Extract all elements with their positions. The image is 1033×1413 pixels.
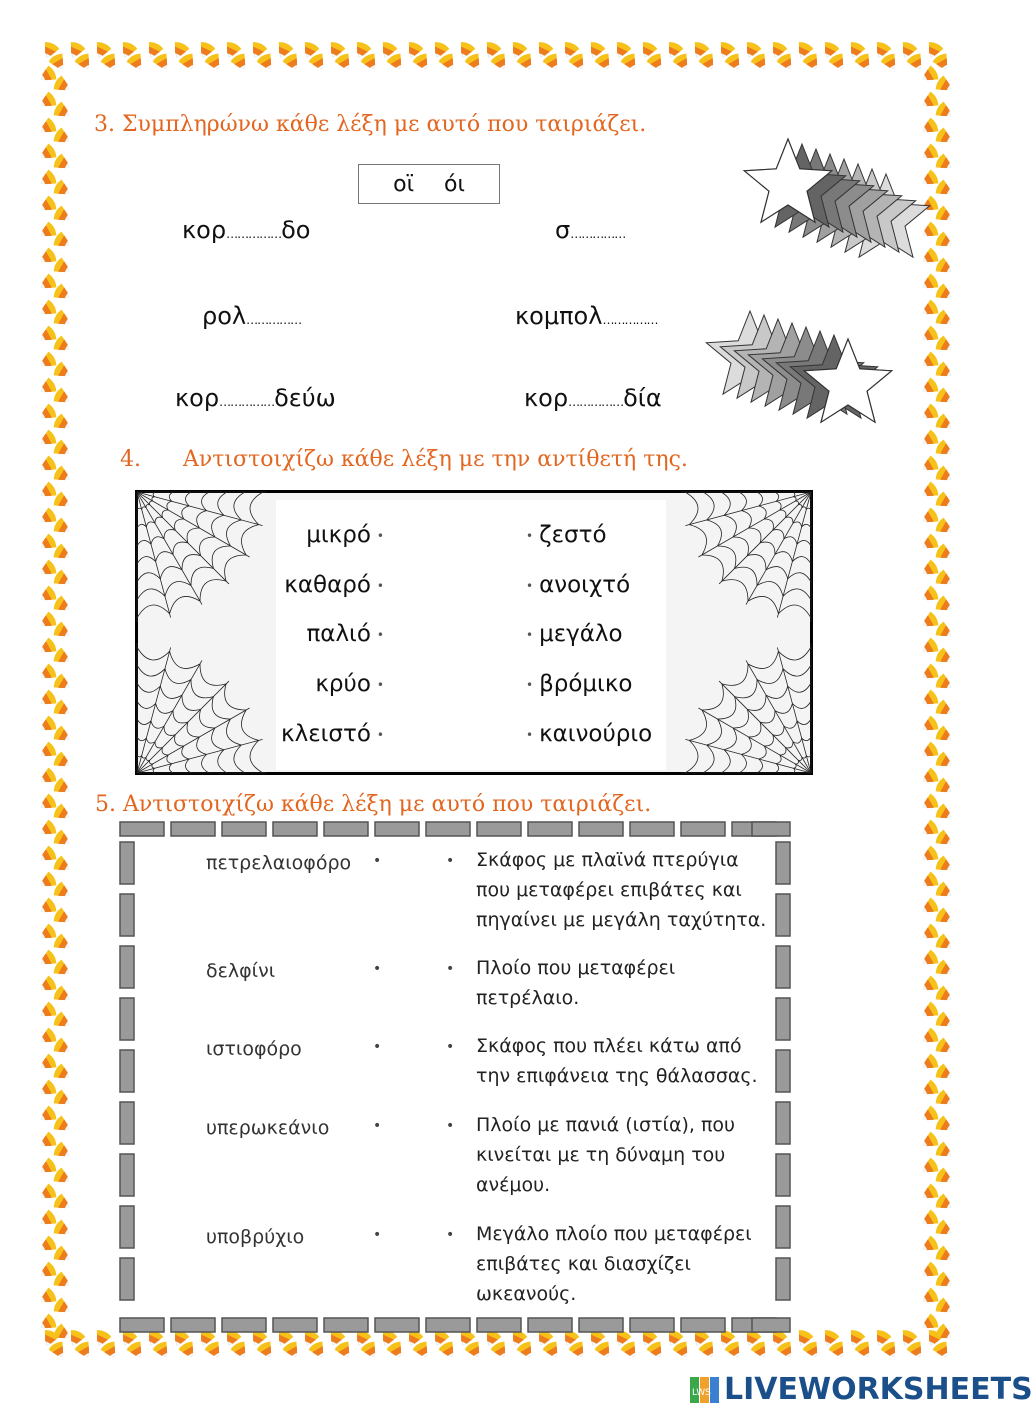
candy-corn-icon	[919, 143, 940, 164]
candy-corn-icon	[919, 325, 940, 346]
candy-corn-icon	[37, 429, 58, 450]
match-left-dot-2[interactable]: •	[373, 961, 382, 977]
brick-icon	[120, 1318, 164, 1332]
brick-icon	[776, 842, 790, 884]
fill-word-6[interactable]: κορ……………δία	[524, 384, 662, 412]
brick-icon	[776, 998, 790, 1040]
candy-corn-icon	[37, 741, 58, 762]
candy-corn-icon	[37, 871, 58, 892]
syllable-option-1: οϊ	[393, 171, 414, 197]
candy-corn-icon	[919, 169, 940, 190]
candy-corn-icon	[37, 949, 58, 970]
candy-corn-icon	[919, 481, 940, 502]
candy-corn-icon	[919, 299, 940, 320]
candy-corn-icon	[37, 585, 58, 606]
match-right-dot-2[interactable]: •	[446, 961, 455, 977]
candy-corn-icon	[919, 767, 940, 788]
opposite-right-5[interactable]: • καινούριο	[526, 721, 653, 747]
candy-corn-icon	[37, 1001, 58, 1022]
candy-corn-icon	[37, 1053, 58, 1074]
candy-corn-icon	[37, 403, 58, 424]
candy-corn-icon	[919, 689, 940, 710]
spider-web-icon	[681, 492, 811, 622]
opposite-right-4[interactable]: • βρόμικο	[526, 671, 633, 697]
exercise4-number: 4.	[120, 447, 141, 472]
candy-corn-icon	[919, 65, 940, 86]
candy-corn-icon	[919, 1287, 940, 1308]
candy-corn-icon	[37, 247, 58, 268]
candy-corn-icon	[919, 897, 940, 918]
match-left-dot-5[interactable]: •	[373, 1227, 382, 1243]
candy-corn-icon	[919, 975, 940, 996]
opposite-left-2[interactable]: καθαρό •	[284, 572, 384, 598]
brick-icon	[375, 1318, 419, 1332]
candy-corn-icon	[37, 1287, 58, 1308]
brick-icon	[426, 1318, 470, 1332]
syllable-option-2: όι	[444, 171, 465, 197]
syllable-options-box	[358, 164, 500, 204]
brick-icon	[120, 1206, 134, 1248]
candy-corn-icon	[37, 533, 58, 554]
stacked-stars-bottom-icon	[718, 330, 918, 440]
spider-web-icon	[137, 643, 267, 773]
brick-icon	[579, 1318, 623, 1332]
brick-icon	[120, 1050, 134, 1092]
liveworksheets-logo-icon	[690, 1377, 720, 1403]
brick-icon	[528, 1318, 572, 1332]
logo-mark-text: LWS	[692, 1387, 711, 1398]
candy-corn-icon	[37, 1027, 58, 1048]
match-right-dot-5[interactable]: •	[446, 1227, 455, 1243]
candy-corn-icon	[37, 819, 58, 840]
candy-corn-icon	[37, 507, 58, 528]
candy-corn-icon	[919, 351, 940, 372]
candy-corn-icon	[919, 533, 940, 554]
match-word-4[interactable]: υπερωκεάνιο	[206, 1117, 330, 1139]
spider-web-icon	[681, 643, 811, 773]
candy-corn-icon	[919, 1079, 940, 1100]
candy-corn-icon	[37, 767, 58, 788]
candy-corn-icon	[37, 689, 58, 710]
logo-text: LIVEWORKSHEETS	[724, 1372, 1033, 1407]
brick-icon	[120, 822, 164, 836]
match-definition-1[interactable]: Σκάφος με πλαϊνά πτερύγια που μεταφέρει επιβάτες και πηγαίνει με μεγάλη ταχύτητα.	[476, 849, 767, 931]
brick-icon	[477, 1318, 521, 1332]
candy-corn-icon	[919, 1001, 940, 1022]
brick-icon	[120, 894, 134, 936]
opposite-left-3[interactable]: παλιό •	[306, 621, 384, 647]
candy-corn-icon	[37, 351, 58, 372]
brick-icon	[171, 822, 215, 836]
brick-icon	[477, 822, 521, 836]
match-right-dot-4[interactable]: •	[446, 1118, 455, 1134]
candy-corn-icon	[37, 897, 58, 918]
candy-corn-icon	[37, 975, 58, 996]
opposite-left-1[interactable]: μικρό •	[306, 522, 384, 548]
candy-corn-icon	[37, 1209, 58, 1230]
brick-icon	[324, 1318, 368, 1332]
brick-icon	[776, 1050, 790, 1092]
candy-corn-icon	[37, 637, 58, 658]
candy-corn-icon	[919, 1157, 940, 1178]
brick-icon	[120, 842, 134, 884]
candy-corn-icon	[37, 923, 58, 944]
brick-icon	[579, 822, 623, 836]
candy-corn-icon	[919, 1261, 940, 1282]
candy-corn-icon	[919, 273, 940, 294]
candy-corn-icon	[919, 585, 940, 606]
match-left-dot-4[interactable]: •	[373, 1118, 382, 1134]
candy-corn-icon	[919, 1027, 940, 1048]
candy-corn-icon	[37, 1261, 58, 1282]
candy-corn-icon	[37, 559, 58, 580]
brick-icon	[630, 1318, 674, 1332]
brick-icon	[222, 822, 266, 836]
candy-corn-icon	[919, 1053, 940, 1074]
brick-icon	[273, 822, 317, 836]
brick-icon	[222, 1318, 266, 1332]
exercise3-heading: 3. Συμπληρώνω κάθε λέξη με αυτό που ταιριάζει.	[94, 112, 647, 137]
match-definition-2[interactable]: Πλοίο που μεταφέρει πετρέλαιο.	[476, 957, 676, 1009]
match-left-dot-3[interactable]: •	[373, 1039, 382, 1055]
candy-corn-icon	[919, 91, 940, 112]
opposite-right-2[interactable]: • ανοιχτό	[526, 572, 631, 598]
match-word-5[interactable]: υποβρύχιο	[206, 1226, 305, 1248]
candy-corn-icon	[919, 559, 940, 580]
candy-corn-icon	[919, 819, 940, 840]
brick-icon	[776, 1102, 790, 1144]
candy-corn-icon	[37, 91, 58, 112]
candy-corn-icon	[37, 221, 58, 242]
candy-corn-icon	[37, 845, 58, 866]
brick-icon	[375, 822, 419, 836]
match-left-dot-1[interactable]: •	[373, 853, 382, 869]
match-definition-3[interactable]: Σκάφος που πλέει κάτω από την επιφάνεια της θάλασσας.	[476, 1035, 758, 1087]
candy-corn-icon	[37, 1131, 58, 1152]
candy-corn-icon	[919, 845, 940, 866]
candy-corn-icon	[37, 377, 58, 398]
liveworksheets-logo	[690, 1372, 1033, 1407]
brick-icon	[426, 822, 470, 836]
exercise5-heading: 5. Αντιστοιχίζω κάθε λέξη με αυτό που ταιριάζει.	[95, 792, 652, 817]
candy-corn-icon	[37, 325, 58, 346]
fill-word-4[interactable]: κομπολ……………	[515, 302, 658, 330]
brick-icon	[776, 1206, 790, 1248]
brick-icon	[776, 894, 790, 936]
candy-corn-icon	[37, 793, 58, 814]
candy-corn-icon	[37, 715, 58, 736]
candy-corn-icon	[37, 65, 58, 86]
candy-corn-icon	[37, 273, 58, 294]
candy-corn-icon	[37, 117, 58, 138]
candy-corn-icon	[919, 715, 940, 736]
candy-corn-icon	[37, 1235, 58, 1256]
candy-corn-icon	[919, 403, 940, 424]
candy-corn-icon	[37, 455, 58, 476]
candy-corn-icon	[37, 299, 58, 320]
match-definition-4[interactable]: Πλοίο με πανιά (ιστία), που κινείται με τη δύναμη του ανέμου.	[476, 1114, 736, 1196]
candy-corn-icon	[37, 169, 58, 190]
brick-icon	[630, 822, 674, 836]
candy-corn-icon	[919, 377, 940, 398]
brick-icon	[776, 1258, 790, 1300]
brick-icon	[776, 946, 790, 988]
candy-corn-icon	[37, 1157, 58, 1178]
candy-corn-icon	[37, 143, 58, 164]
brick-icon	[120, 998, 134, 1040]
candy-corn-icon	[919, 611, 940, 632]
brick-icon	[324, 822, 368, 836]
spider-web-corners-icon	[135, 490, 813, 775]
candy-corn-icon	[919, 117, 940, 138]
match-word-1[interactable]: πετρελαιοφόρο	[206, 852, 352, 874]
candy-corn-icon	[37, 1105, 58, 1126]
fill-word-1[interactable]: κορ……………δο	[182, 216, 311, 244]
brick-icon	[120, 1154, 134, 1196]
brick-icon	[752, 1318, 790, 1332]
match-right-dot-3[interactable]: •	[446, 1039, 455, 1055]
candy-corn-icon	[919, 1235, 940, 1256]
brick-icon	[752, 822, 790, 836]
brick-icon	[120, 1258, 134, 1300]
opposite-left-5[interactable]: κλειστό •	[281, 721, 384, 747]
stacked-stars-top-icon	[718, 140, 918, 250]
fill-word-3[interactable]: ρολ……………	[202, 302, 302, 330]
candy-corn-icon	[37, 481, 58, 502]
candy-corn-icon	[37, 611, 58, 632]
candy-corn-icon	[37, 663, 58, 684]
brick-icon	[528, 822, 572, 836]
opposite-left-4[interactable]: κρύο •	[315, 671, 384, 697]
candy-corn-icon	[919, 741, 940, 762]
brick-icon	[681, 822, 725, 836]
candy-corn-icon	[919, 247, 940, 268]
brick-icon	[681, 1318, 725, 1332]
candy-corn-icon	[919, 1183, 940, 1204]
match-definition-5[interactable]: Μεγάλο πλοίο που μεταφέρει επιβάτες και διασχίζει ωκεανούς.	[476, 1223, 752, 1305]
brick-icon	[120, 1102, 134, 1144]
opposite-right-1[interactable]: • ζεστό	[526, 522, 607, 548]
candy-corn-icon	[919, 455, 940, 476]
candy-corn-icon	[37, 1183, 58, 1204]
candy-corn-icon	[919, 429, 940, 450]
candy-corn-icon	[919, 949, 940, 970]
candy-corn-icon	[919, 1105, 940, 1126]
match-word-2[interactable]: δελφίνι	[206, 960, 276, 982]
candy-corn-icon	[919, 793, 940, 814]
opposite-right-3[interactable]: • μεγάλο	[526, 621, 623, 647]
candy-corn-icon	[919, 1209, 940, 1230]
candy-corn-icon	[37, 195, 58, 216]
brick-icon	[273, 1318, 317, 1332]
candy-corn-icon	[919, 221, 940, 242]
brick-icon	[120, 946, 134, 988]
spider-web-icon	[137, 492, 267, 622]
fill-word-5[interactable]: κορ……………δεύω	[175, 384, 336, 412]
candy-corn-icon	[919, 871, 940, 892]
brick-icon	[171, 1318, 215, 1332]
match-word-3[interactable]: ιστιοφόρο	[206, 1038, 302, 1060]
candy-corn-icon	[919, 663, 940, 684]
candy-corn-icon	[919, 637, 940, 658]
brick-icon	[776, 1154, 790, 1196]
candy-corn-icon	[919, 507, 940, 528]
candy-corn-icon	[37, 1079, 58, 1100]
match-right-dot-1[interactable]: •	[446, 853, 455, 869]
candy-corn-icon	[919, 1131, 940, 1152]
exercise4-heading: Αντιστοιχίζω κάθε λέξη με την αντίθετή της.	[183, 447, 688, 472]
fill-word-2[interactable]: σ……………	[555, 216, 626, 244]
candy-corn-icon	[919, 923, 940, 944]
